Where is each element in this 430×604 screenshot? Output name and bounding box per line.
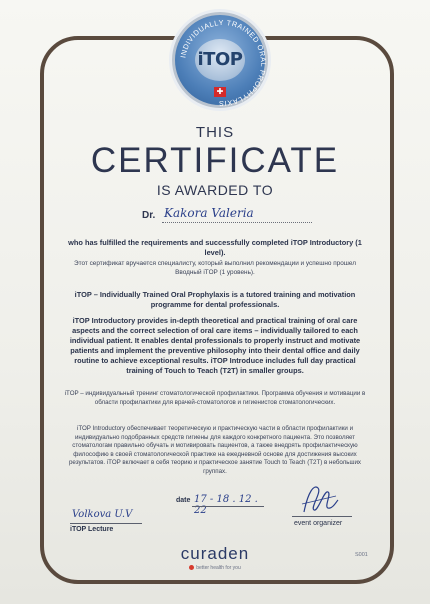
- brand-tagline-row: [0, 565, 430, 571]
- date-underline: [192, 506, 264, 507]
- heading-certificate: CERTIFICATE: [90, 141, 340, 180]
- recipient-underline: [162, 222, 312, 223]
- recipient-row: [142, 206, 312, 228]
- lecturer-signature-block: [70, 509, 150, 543]
- organizer-signature-block: [292, 482, 362, 532]
- recipient-name: Kakora Valeria: [164, 206, 254, 220]
- date-field: [176, 494, 266, 516]
- organizer-label: event organizer: [294, 520, 343, 527]
- seal-ring-label: INDIVIDUALLY TRAINED ORAL PROPHYLAXIS: [178, 17, 269, 109]
- about-text-ru: iTOP – индивидуальный тренинг стоматологической профилактики. Программа обучения и мотивации в области профилактики для врачей-стоматологов и гигиенистов стоматологических.: [64, 390, 366, 406]
- certificate-code: S001: [355, 552, 368, 558]
- about-text-en: iTOP – Individually Trained Oral Prophylaxis is a tutored training and motivation programme for dental professionals.: [74, 290, 356, 309]
- organizer-underline: [292, 516, 352, 517]
- lecturer-label: iTOP Lecture: [70, 526, 114, 533]
- fulfilled-text-ru: Этот сертификат вручается специалисту, который выполнил рекомендации и успешно прошел Вводный iTOP (1 уровень).: [74, 260, 356, 276]
- recipient-prefix: Dr.: [142, 210, 156, 221]
- brand-tagline: better health for you: [196, 565, 241, 571]
- itop-logo: iTOP: [197, 49, 243, 70]
- organizer-signature-icon: [300, 482, 340, 516]
- date-label: date: [176, 497, 191, 504]
- date-value: 17 - 18 . 12 . 22: [194, 494, 258, 516]
- itop-seal: [172, 12, 268, 108]
- intro-text-en: iTOP Introductory provides in-depth theoretical and practical training of oral care aspects and the correct selection of oral care items – individually tailored to each individual patient. It enables dental professionals to properly instruct and motivate patients and implement the preventive philosophy into their dental office and daily routine to achieve exceptional results. iTOP Introduce includes full day practical training of Touch to Teach (T2T) in smaller groups.: [69, 316, 361, 375]
- brand-dot-icon: [189, 565, 194, 570]
- fulfilled-text-en: who has fulfilled the requirements and successfully completed iTOP Introductory (1 level).: [68, 238, 362, 257]
- intro-text-ru: iTOP Introductory обеспечивает теоретическую и практическую части в области профилактики и индивидуально подобранных средств гигиены для каждого конкретного пациента. Это позволяет стоматологам правильно обучать и мотивировать пациентов, а также внедрять профилактическую философию в своей стоматологической практике на ежедневной основе для достижения высоких результатов. iTOP включает в себя теорию и практическое занятие Touch to Teach (T2T) в небольших группах.: [68, 425, 362, 475]
- lecturer-signature: Volkova U.V: [72, 509, 133, 520]
- swiss-flag-icon: ✚: [214, 87, 226, 97]
- heading-awarded: IS AWARDED TO: [156, 182, 274, 198]
- brand-name: curaden: [180, 544, 250, 563]
- lecturer-underline: [70, 523, 142, 524]
- heading-this: THIS: [195, 124, 235, 141]
